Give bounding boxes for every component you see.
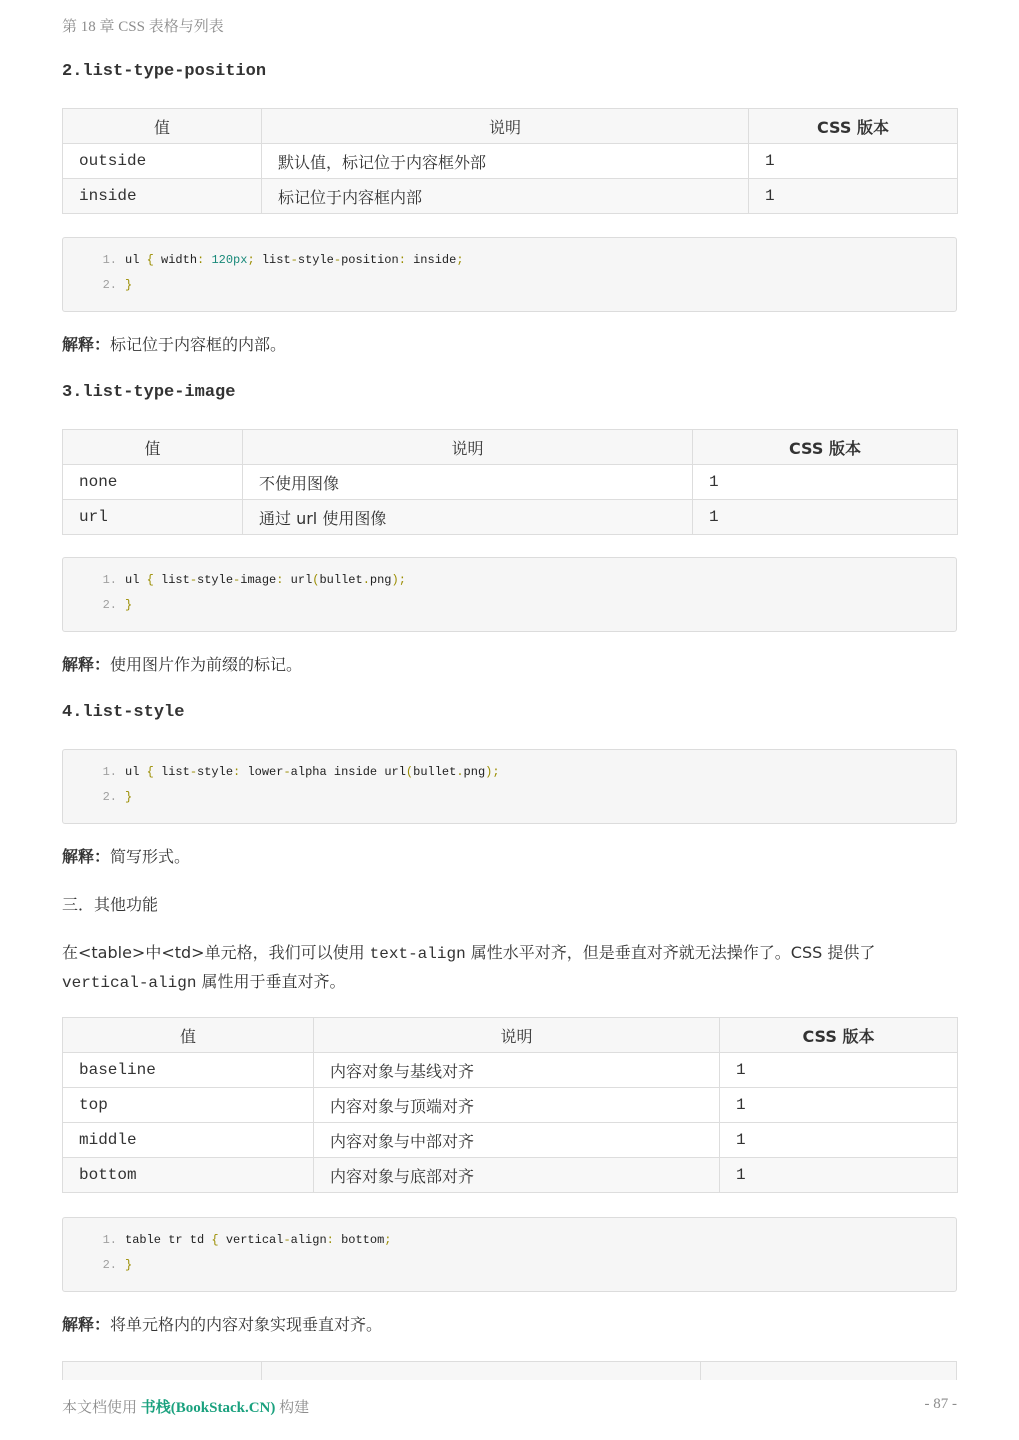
code-line: 1. ul { list-style: lower-alpha inside url(bullet.png); [63,763,956,788]
code-property: align [290,1233,327,1247]
explanation-list-type-position [62,331,957,359]
code-property: style [297,253,334,267]
table-row [63,500,958,535]
table-header-row [63,430,958,465]
header-description: 说明 [262,109,749,144]
code-value: lower [247,765,284,779]
footer-prefix: 本文档使用 [62,1400,141,1416]
explanation-vertical-align [62,1311,957,1339]
code-selector: ul [125,765,140,779]
code-value: alpha [290,765,327,779]
code-argument: png [369,573,392,587]
cell-description: 内容对象与基线对齐 [314,1053,720,1088]
table-cut-off [62,1361,957,1380]
explain-text: 使用图片作为前缀的标记。 [110,655,303,674]
code-value: bottom [341,1233,385,1247]
code-colon: : [326,1233,334,1247]
code-property: list [161,765,190,779]
line-number: 2. [102,1258,117,1272]
line-number: 2. [102,598,117,612]
explain-label: 解释： [62,655,111,674]
code-line: 1. table tr td { vertical-align: bottom; [63,1231,956,1256]
cell-value: outside [63,144,262,179]
cell-description: 内容对象与顶端对齐 [314,1088,720,1123]
table-row [63,1158,958,1193]
cell-value: inside [63,179,262,214]
code-line [63,276,956,301]
code-dot: . [456,765,464,779]
code-semicolon: ; [492,765,500,779]
footer-credit [62,1396,309,1417]
explain-label: 解释： [62,847,111,866]
header-css-version: CSS 版本 [749,109,958,144]
code-brace: } [125,790,133,804]
code-brace: } [125,598,133,612]
code-paren: ( [405,765,414,779]
cell-version: 1 [749,179,958,214]
page-number: - 87 - [924,1396,957,1412]
code-property: width [161,253,198,267]
table-row [63,1123,958,1158]
code-line: 1. ul { list-style-image: url(bullet.png); [63,571,956,596]
code-property: style [197,573,234,587]
code-brace: { [146,253,154,267]
cell-description: 通过 url 使用图像 [243,500,693,535]
cell-version: 1 [720,1088,958,1123]
inline-code: vertical-align [62,974,197,992]
cell-description: 内容对象与中部对齐 [314,1123,720,1158]
line-number: 2. [102,278,117,292]
code-semicolon: ; [384,1233,392,1247]
code-brace: { [146,765,154,779]
para-text: 属性用于垂直对齐。 [196,972,346,991]
code-colon: : [233,765,241,779]
cell-description: 标记位于内容框内部 [262,179,749,214]
code-line [63,1256,956,1281]
cell-value: middle [63,1123,314,1158]
code-semicolon: ; [398,573,406,587]
explanation-list-style [62,843,957,871]
cell-value: baseline [63,1053,314,1088]
column-divider [700,1362,701,1380]
section-heading-other-features: 三．其他功能 [62,895,159,914]
code-value: inside [413,253,457,267]
table-row [63,1053,958,1088]
code-colon: : [276,573,284,587]
code-paren: ( [312,573,320,587]
code-block-vertical-align[interactable] [62,1217,957,1292]
line-number: 1. [102,573,117,587]
explain-label: 解释： [62,1315,111,1334]
code-argument: bullet [319,573,363,587]
cell-version: 1 [720,1158,958,1193]
cell-value: bottom [63,1158,314,1193]
code-line [63,788,956,813]
intro-paragraph [62,939,957,997]
code-function: url [384,765,406,779]
explain-text: 标记位于内容框的内部。 [110,335,287,354]
code-dot: . [362,573,370,587]
code-number: 120px [211,253,248,267]
code-colon: : [197,253,205,267]
table-list-type-position [62,108,958,214]
code-argument: bullet [413,765,457,779]
column-divider [261,1362,262,1380]
code-brace: { [211,1233,219,1247]
page-header: 第 18 章 CSS 表格与列表 [62,19,224,35]
cell-value: none [63,465,243,500]
code-selector: ul [125,253,140,267]
section-title-list-type-position: 2.list-type-position [62,62,267,81]
section-title-list-style: 4.list-style [62,703,185,722]
inline-code: text-align [369,945,466,963]
header-description: 说明 [314,1018,720,1053]
line-number: 2. [102,790,117,804]
table-row [63,465,958,500]
header-value: 值 [63,430,243,465]
code-property: style [197,765,234,779]
line-number: 1. [102,253,117,267]
code-block-list-style[interactable] [62,749,957,824]
explain-text: 简写形式。 [110,847,191,866]
explain-label: 解释： [62,335,111,354]
cell-version: 1 [693,500,958,535]
cell-description: 默认值，标记位于内容框外部 [262,144,749,179]
code-paren: ) [485,765,493,779]
code-colon: : [398,253,406,267]
code-property: image [240,573,277,587]
table-row [63,179,958,214]
code-line [63,596,956,621]
code-brace: { [146,573,154,587]
table-list-type-image [62,429,958,535]
code-value: inside [333,765,378,779]
table-vertical-align [62,1017,958,1193]
cell-description: 内容对象与底部对齐 [314,1158,720,1193]
bookstack-link[interactable]: 书栈(BookStack.CN) [140,1400,276,1416]
header-value: 值 [63,1018,314,1053]
header-description: 说明 [243,430,693,465]
table-row [63,1088,958,1123]
code-selector: ul [125,573,140,587]
explain-text: 将单元格内的内容对象实现垂直对齐。 [110,1315,383,1334]
explanation-list-type-image [62,651,957,679]
cell-description: 不使用图像 [243,465,693,500]
cell-version: 1 [693,465,958,500]
table-row [63,144,958,179]
header-value: 值 [63,109,262,144]
table-header-row [63,1018,958,1053]
cell-value: top [63,1088,314,1123]
header-css-version: CSS 版本 [720,1018,958,1053]
code-selector: table tr td [125,1233,205,1247]
code-brace: } [125,1258,133,1272]
section-title-list-type-image: 3.list-type-image [62,383,236,402]
code-semicolon: ; [456,253,464,267]
code-property: list [161,573,190,587]
code-function: url [290,573,313,587]
code-block-list-type-image[interactable] [62,557,957,632]
code-block-list-type-position[interactable] [62,237,957,312]
code-semicolon: ; [247,253,255,267]
code-paren: ) [391,573,399,587]
cell-version: 1 [720,1123,958,1158]
code-property: list [261,253,291,267]
code-property: position [341,253,399,267]
code-line: 1. ul { width: 120px; list-style-position: inside; [63,251,956,276]
code-argument: png [463,765,486,779]
cell-version: 1 [749,144,958,179]
code-property: vertical [225,1233,284,1247]
para-text: 在<table>中<td>单元格，我们可以使用 [62,943,370,962]
table-header-row [63,109,958,144]
code-brace: } [125,278,133,292]
line-number: 1. [102,765,117,779]
cell-version: 1 [720,1053,958,1088]
header-css-version: CSS 版本 [693,430,958,465]
para-text: 属性水平对齐，但是垂直对齐就无法操作了。CSS 提供了 [465,943,876,962]
footer-suffix: 构建 [275,1400,310,1416]
cell-value: url [63,500,243,535]
line-number: 1. [102,1233,117,1247]
